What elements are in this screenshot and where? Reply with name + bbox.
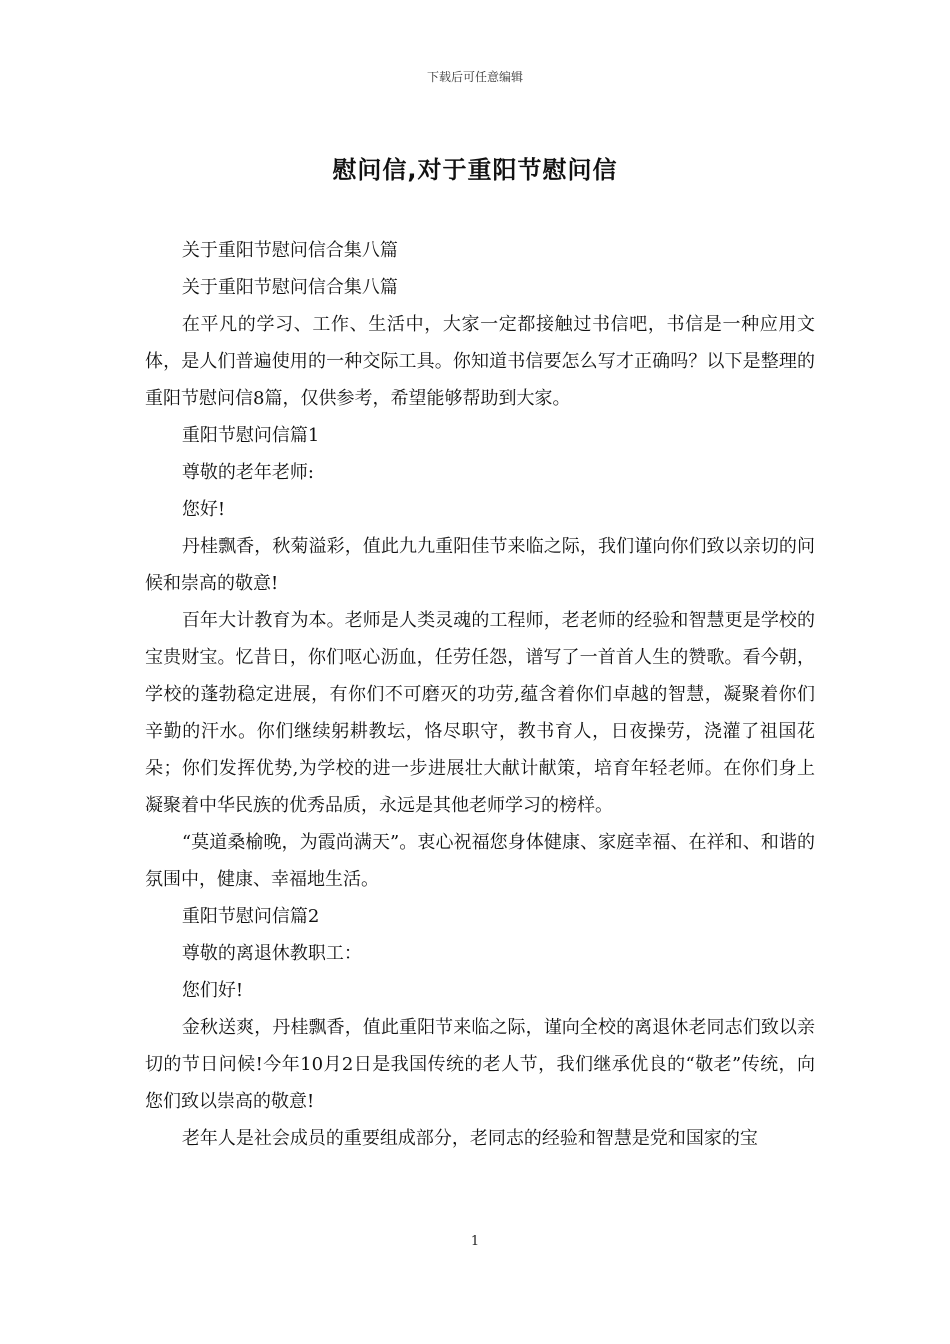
paragraph: 关于重阳节慰问信合集八篇: [181, 240, 398, 261]
salutation: 尊敬的老年老师:: [181, 462, 314, 483]
greeting: 您好!: [181, 499, 226, 520]
section-heading: 重阳节慰问信篇2: [181, 906, 320, 927]
paragraph: 在平凡的学习、工作、生活中，大家一定都接触过书信吧，书信是一种应用文体，是人们普遍使用的一种交际工具。你知道书信要怎么写才正确吗？以下是整理的重阳节慰问信8篇，仅供参考，希望能够帮助到大家。: [145, 314, 815, 409]
paragraph: 老年人是社会成员的重要组成部分，老同志的经验和智慧是党和国家的宝: [181, 1128, 758, 1149]
paragraph: 金秋送爽，丹桂飘香，值此重阳节来临之际，谨向全校的离退休老同志们致以亲切的节日问候!今年10月2日是我国传统的老人节，我们继承优良的“敬老”传统，向您们致以崇高的敬意!: [145, 1017, 815, 1112]
paragraph: 关于重阳节慰问信合集八篇: [181, 277, 398, 298]
page-number: 1: [470, 1234, 480, 1249]
document-body: [145, 232, 815, 1157]
greeting: 您们好!: [181, 980, 244, 1001]
header-note: 下载后可任意编辑: [426, 70, 523, 84]
paragraph: 丹桂飘香，秋菊溢彩，值此九九重阳佳节来临之际，我们谨向你们致以亲切的问候和崇高的敬意!: [145, 536, 815, 594]
section-heading: 重阳节慰问信篇1: [181, 425, 320, 446]
document-title: 慰问信,对于重阳节慰问信: [332, 156, 618, 184]
paragraph: “莫道桑榆晚，为霞尚满天”。衷心祝福您身体健康、家庭幸福、在祥和、和谐的氛围中，健康、幸福地生活。: [145, 832, 815, 890]
salutation: 尊敬的离退休教职工：: [181, 943, 362, 964]
paragraph: 百年大计教育为本。老师是人类灵魂的工程师，老老师的经验和智慧更是学校的宝贵财宝。忆昔日，你们呕心沥血，任劳任怨，谱写了一首首人生的赞歌。看今朝，学校的蓬勃稳定进展，有你们不可磨灭的功劳,蕴含着你们卓越的智慧，凝聚着你们辛勤的汗水。你们继续躬耕教坛，恪尽职守，教书育人，日夜操劳，浇灌了祖国花朵；你们发挥优势,为学校的进一步进展壮大献计献策，培育年轻老师。在你们身上凝聚着中华民族的优秀品质，永远是其他老师学习的榜样。: [145, 610, 815, 816]
